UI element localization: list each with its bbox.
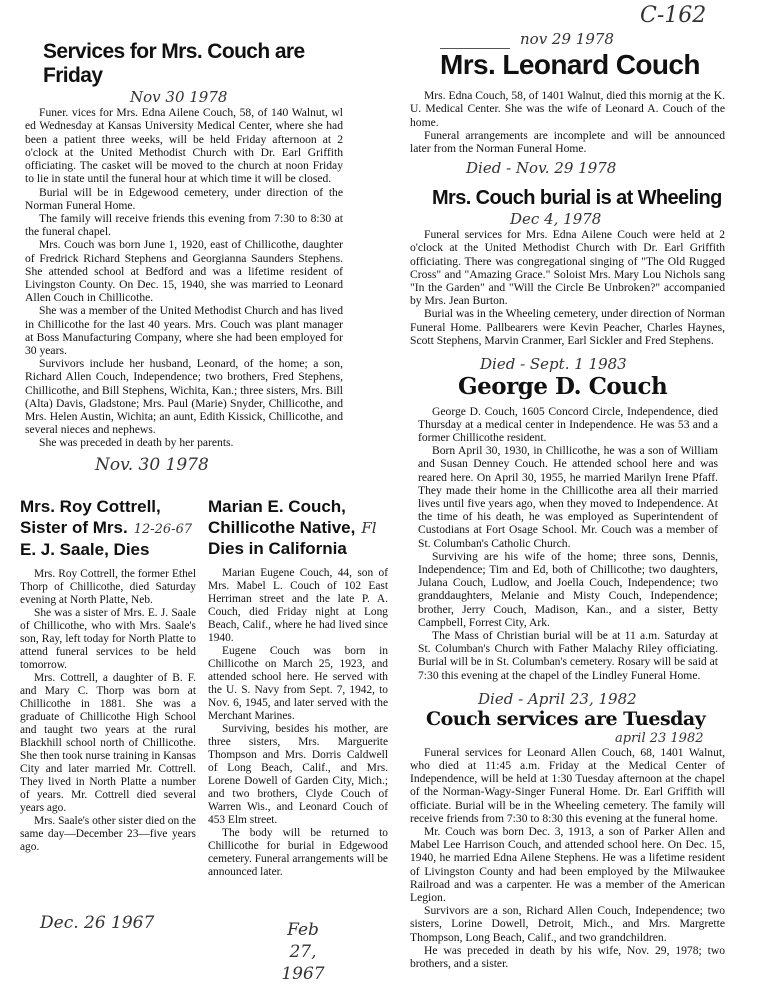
headline: George D. Couch	[458, 373, 668, 401]
handwritten-date: april 23 1982	[615, 730, 704, 746]
handwritten-note: Died - Nov. 29 1978	[466, 159, 617, 178]
clipping-services-friday	[25, 40, 343, 474]
headline: Mrs. Roy Cottrell, Sister of Mrs. 12-26-67 E. J. Saale, Dies	[20, 496, 193, 559]
clipping-george-couch	[418, 355, 718, 682]
article-body: Funer. vices for Mrs. Edna Ailene Couch, 58, of 140 Walnut, wl ed Wednesday at Kansas University Medical Center, where she had been a patient three weeks, will be held Friday afternoon at 2 o'clock at the United Methodist Church with Dr. Earl Griffith officiating. The casket will be moved to the church at noon Friday to lie in state until the funeral hour at which time it will be closed. Burial will be in Edgewood cemetery, under direction of the Norman Funeral Home. The family will receive friends this evening from 7:30 to 8:30 at the funeral chapel. Mrs. Couch was born June 1, 1920, east of Chillicothe, daughter of Fredrick Richard Stephens and Georgianna Saunders Stephens. She attended school at Bedford and was a lifetime resident of Livingston County. On Dec. 15, 1940, she was married to Leonard Allen Couch in Chillicothe. She was a member of the United Methodist Church and has lived in Chillicothe for the last 40 years. Mrs. Couch was plant manager at Boss Manufacturing Company, where she had been employed for 30 years. Survivors include her husband, Leonard, of the home; a son, Richard Allen Couch, Independence; two brothers, Fred Stephens, Chillicothe, and Bill Stephens, Wichita, Kan.; three sisters, Mrs. Bill (Alta) Davis, Gladstone; Mrs. Paul (Marie) Snyder, Chillicothe, and Mrs. Helen Austin, Wichita; an aunt, Edith Kissick, Chillicothe, and several nieces and nephews. She was preceded in death by her parents.	[25, 106, 343, 450]
lower-left-clippings	[20, 496, 390, 985]
clipping-marian-couch	[208, 496, 388, 985]
handwritten-date: Nov 30 1978	[130, 88, 228, 107]
article-body: Mrs. Roy Cottrell, the former Ethel Thorp of Chillicothe, died Saturday evening at North Platte, Neb. She was a sister of Mrs. E. J. Saale of Chillicothe, who with Mrs. Saale's son, Ray, left today for North Platte to attend funeral services to be held tomorrow. Mrs. Cottrell, a daughter of B. F. and Mary C. Thorp was born at Chillicothe in 1881. She was a graduate of Chillicothe High School and taught two years at the rural Blackhill school north of Chillicothe. She then took nurse training in Kansas City and later married Mr. Cottrell. They lived in North Platte a number of years. Mr. Cottrell died several years ago. Mrs. Saale's other sister died on the same day—December 23—five years ago.	[20, 567, 196, 853]
clipping-roy-cottrell	[20, 496, 196, 932]
headline: Mrs. Leonard Couch	[440, 49, 700, 80]
handwritten-date: 12-26-67	[133, 521, 193, 537]
headline: Mrs. Couch burial is at Wheeling	[432, 187, 722, 210]
handwritten-date: Fl	[361, 518, 377, 537]
handwritten-date: Dec 4, 1978	[510, 210, 602, 229]
article-body: Funeral services for Mrs. Edna Ailene Couch were held at 2 o'clock at the United Methodist Church with Dr. Earl Griffith officiating. There was congregational singing of "The Old Rugged Cross" and "Amazing Grace." Soloist Mrs. Mary Lou Nichols sang "In the Garden" and "Will the Circle Be Unbroken?" accompanied by Mrs. Jean Burton. Burial was in the Wheeling cemetery, under direction of Norman Funeral Home. Pallbearers were Kevin Peacher, Charles Haynes, Scott Stephens, Marvin Cranmer, Earl Sickler and Fred Stephens.	[410, 228, 726, 347]
left-column	[20, 40, 390, 985]
article-body: Funeral services for Leonard Allen Couch, 68, 1401 Walnut, who died at 11:45 a.m. Friday at the Medical Center of Independence, will be held at 1:30 Tuesday afternoon at the chapel of the Norman-Wagy-Singer Funeral Home. Dr. Earl Griffith will officiate. Burial will be in the Wheeling cemetery. The family will receive friends from 7:30 to 8:30 this evening at the funeral home. Mr. Couch was born Dec. 3, 1913, a son of Parker Allen and Mabel Lee Harrison Couch, and attended school here. On Dec. 15, 1940, he married Edna Ailene Stephens. He was a lifetime resident of Livingston County and had been employed by the Milwaukee Railroad and was a carpenter. He was a member of the American Legion. Survivors are a son, Richard Allen Couch, Independence; two sisters, Lorine Dowell, Detroit, Mich., and Mrs. Margrette Thompson, Long Beach, Calif., and two grandchildren. He was preceded in death by his wife, Nov. 29, 1978; two brothers, and a sister.	[410, 745, 725, 970]
handwritten-note: Died - April 23, 1982	[478, 689, 637, 708]
handwritten-note: Nov. 30 1978	[95, 454, 209, 475]
right-column	[410, 30, 725, 970]
clipping-couch-services-tuesday	[410, 690, 725, 970]
headline: Marian E. Couch, Chillicothe Native, Fl Dies in California	[208, 496, 377, 558]
clipping-mrs-leonard-couch	[410, 30, 725, 177]
headline: Couch services are Tuesday	[426, 707, 706, 730]
article-body: Mrs. Edna Couch, 58, of 1401 Walnut, died this mornig at the K. U. Medical Center. She was the wife of Leonard A. Couch of the home. Funeral arrangements are incomplete and will be announced later from the Norman Funeral Home.	[410, 89, 725, 155]
handwritten-note: Feb 27, 1967	[281, 919, 325, 984]
handwritten-note: Died - Sept. 1 1983	[480, 355, 627, 374]
article-body: Marian Eugene Couch, 44, son of Mrs. Mabel L. Couch of 102 East Herriman street and the late P. A. Couch, died Friday night at Long Beach, Calif., where he had lived since 1940. Eugene Couch was born in Chillicothe on March 25, 1923, and attended school here. He served with the U. S. Navy from Sept. 7, 1942, to Nov. 6, 1945, and later served with the Merchant Marines. Surviving, besides his mother, are three sisters, Mrs. Marguerite Thompson and Mrs. Dorris Caldwell of Long Beach, Calif., and Mrs. Lorene Dowell of Garden City, Mich.; and two brothers, Clyde Couch of Warren Wis., and Leonard Couch of 453 Elm street. The body will be returned to Chillicothe for burial in Edgewood cemetery. Funeral arrangements will be announced later.	[208, 566, 388, 878]
article-body: George D. Couch, 1605 Concord Circle, Independence, died Thursday at a medical center in Independence. He was 53 and a former Chillicothe resident. Born April 30, 1930, in Chillicothe, he was a son of William and Susan Denney Couch. He attended school here and was reared here. On April 30, 1955, he married Marilyn Irene Pfaff. They made their home in the Chillicothe area all their married lives until five years ago, when they moved to Independence. At the time of his death, he was employed as Superintendent of Custodians at Fort Osage School. Mr. Couch was a member of St. Columban's Catholic Church. Surviving are his wife of the home; three sons, Dennis, Independence; Tim and Ed, both of Chillicothe; two daughters, Julana Couch, Ludlow, and Joella Couch, Independence; two granddaughters, Melanie and Misty Couch, Independence; brother, Jerry Couch, Madison, Kan., and a sister, Betty Campbell, Forrest City, Ark. The Mass of Christian burial will be at 11 a.m. Saturday at St. Columban's Church with Father Malachy Riley officiating. Burial will be in St. Columban's cemetery. Rosary will be said at 7:30 this evening at the chapel of the Lindley Funeral Home.	[418, 404, 718, 682]
handwritten-note: Dec. 26 1967	[40, 912, 155, 933]
page-reference-note: C-162	[640, 3, 707, 28]
handwritten-date: nov 29 1978	[520, 30, 614, 48]
clipping-burial-wheeling	[410, 187, 725, 347]
headline: Services for Mrs. Couch are Friday	[43, 40, 305, 88]
